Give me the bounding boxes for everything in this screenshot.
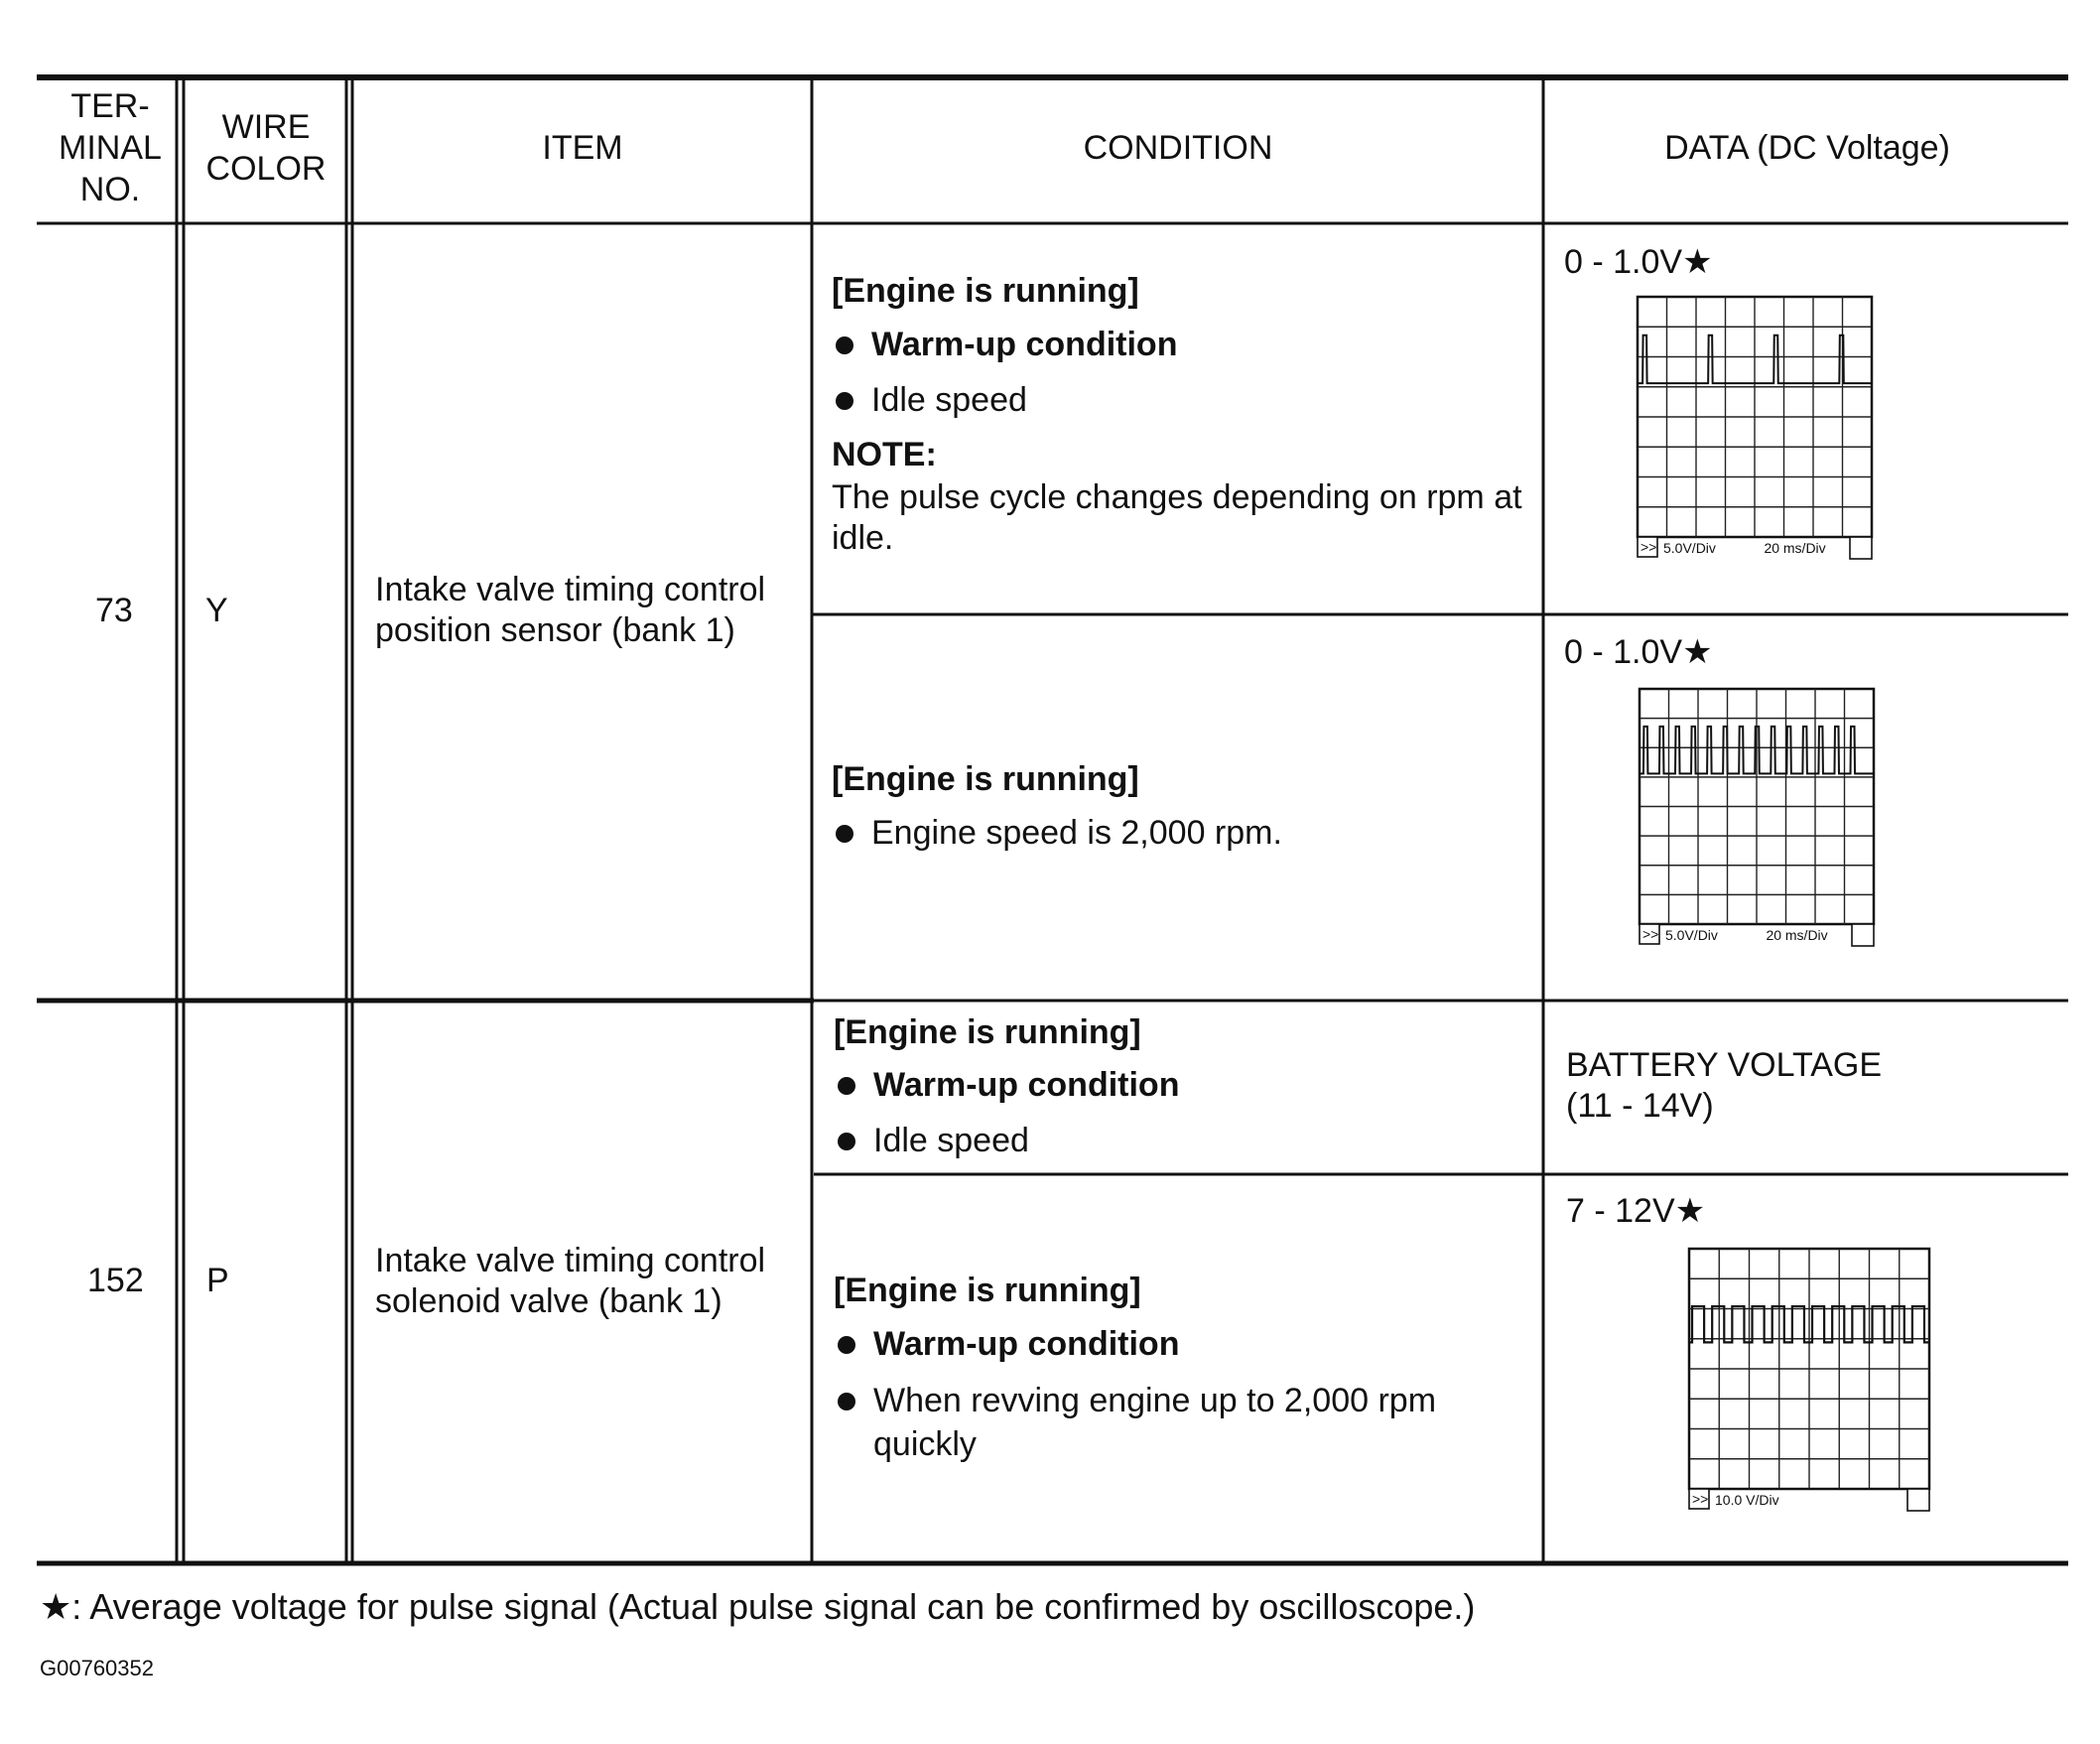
note-line: idle. [832, 519, 894, 557]
item-description [375, 1241, 765, 1322]
header-terminal-no: TER- MINAL NO. [59, 87, 162, 208]
scope-marker: >> [1692, 1491, 1709, 1507]
condition-bullet [832, 323, 1177, 366]
note-text [832, 477, 1522, 559]
bullet-text: Warm-up condition [871, 326, 1178, 363]
bullet-text: Warm-up condition [873, 1325, 1180, 1363]
bullet-icon [838, 1077, 855, 1095]
scope-volt-div: 5.0V/Div [1665, 927, 1718, 943]
condition-bullet [832, 811, 1282, 855]
terminal-number: 152 [87, 1262, 144, 1299]
scope-end-box [1850, 537, 1872, 559]
bullet-icon [836, 336, 853, 354]
scope-time-div: 20 ms/Div [1764, 540, 1826, 556]
note-line: The pulse cycle changes depending on rpm at [832, 478, 1522, 516]
figure-code: G00760352 [40, 1656, 154, 1680]
scope-end-box [1852, 924, 1874, 946]
star-icon: ★ [1682, 243, 1713, 281]
scope-marker: >> [1642, 926, 1659, 942]
data-value-battery [1566, 1045, 1882, 1127]
voltage-range: 0 - 1.0V [1564, 633, 1683, 671]
bullet-text: Warm-up condition [873, 1066, 1180, 1104]
bullet-text-continuation: quickly [873, 1425, 977, 1463]
footnote [40, 1585, 1475, 1629]
scope-volt-div: 5.0V/Div [1663, 540, 1716, 556]
star-icon: ★ [40, 1586, 72, 1627]
bullet-icon [838, 1336, 855, 1354]
bullet-text: Idle speed [873, 1122, 1029, 1159]
footnote-text: : Average voltage for pulse signal (Actual pulse signal can be confirmed by oscilloscope.) [71, 1586, 1476, 1627]
condition-heading: [Engine is running] [834, 1013, 1141, 1051]
wire-color: Y [205, 592, 228, 629]
header-condition: CONDITION [1083, 129, 1273, 167]
condition-bullet [834, 1379, 1436, 1466]
bullet-icon [838, 1133, 855, 1150]
condition-heading: [Engine is running] [834, 1272, 1141, 1309]
condition-bullet [834, 1322, 1179, 1366]
data-line: BATTERY VOLTAGE [1566, 1046, 1883, 1084]
header-wire-color: WIRE COLOR [205, 108, 327, 188]
bullet-text: Engine speed is 2,000 rpm. [871, 814, 1282, 852]
voltage-range: 7 - 12V [1566, 1192, 1675, 1230]
terminal-number: 73 [95, 592, 133, 629]
bullet-text-block [873, 1379, 1436, 1466]
scope-time-div: 20 ms/Div [1766, 927, 1828, 943]
data-value [1564, 632, 1713, 673]
oscilloscope-waveform [1638, 687, 1876, 950]
header-item: ITEM [542, 129, 623, 167]
item-line: position sensor (bank 1) [375, 611, 735, 649]
wire-color: P [206, 1262, 229, 1299]
condition-bullet [834, 1063, 1179, 1107]
scope-end-box [1907, 1489, 1929, 1511]
item-description [375, 570, 765, 651]
condition-bullet [832, 378, 1027, 422]
condition-heading: [Engine is running] [832, 272, 1139, 310]
oscilloscope-waveform [1636, 295, 1874, 563]
bullet-icon [838, 1393, 855, 1410]
bullet-icon [836, 392, 853, 410]
item-line: Intake valve timing control [375, 1242, 766, 1279]
item-line: solenoid valve (bank 1) [375, 1282, 722, 1320]
star-icon: ★ [1674, 1192, 1706, 1230]
data-value [1564, 242, 1713, 283]
condition-bullet [834, 1119, 1029, 1162]
scope-marker: >> [1641, 539, 1657, 555]
header-data: DATA (DC Voltage) [1664, 129, 1950, 167]
oscilloscope-waveform [1687, 1247, 1931, 1515]
data-line: (11 - 14V) [1566, 1087, 1714, 1125]
star-icon: ★ [1682, 633, 1713, 671]
condition-heading: [Engine is running] [832, 760, 1139, 798]
bullet-icon [836, 825, 853, 843]
bullet-text: Idle speed [871, 381, 1027, 419]
bullet-text: When revving engine up to 2,000 rpm [873, 1382, 1437, 1419]
item-line: Intake valve timing control [375, 571, 766, 608]
scope-volt-div: 10.0 V/Div [1715, 1492, 1779, 1508]
note-label: NOTE: [832, 436, 937, 473]
data-value [1566, 1191, 1705, 1232]
voltage-range: 0 - 1.0V [1564, 243, 1683, 281]
